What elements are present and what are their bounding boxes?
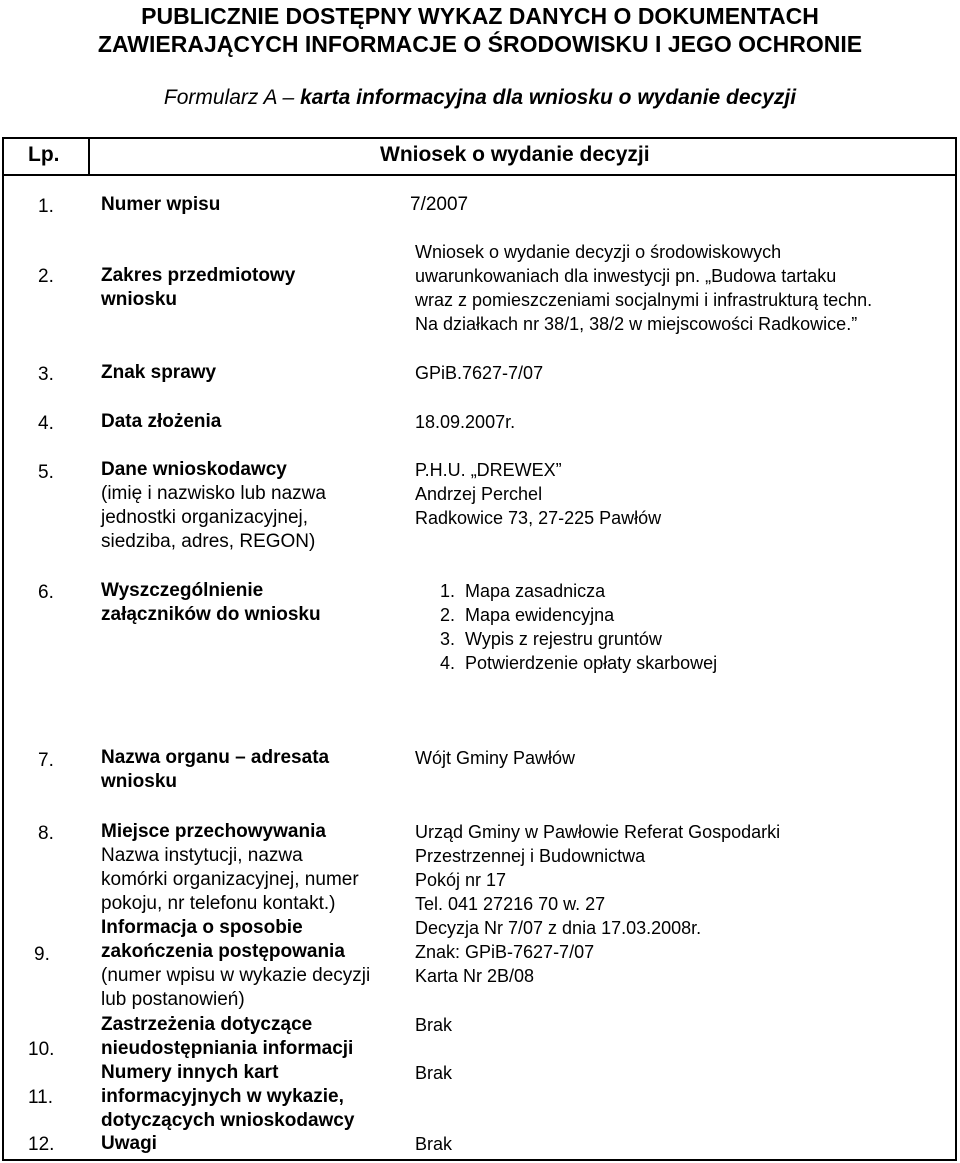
row-7-label-text: Nazwa organu – adresata [101,747,330,768]
row-7-label-line [101,746,351,770]
table-right-border [955,137,957,1161]
row-5-value-line: Radkowice 73, 27-225 Pawłów [415,508,662,528]
row-3-number: 3. [38,364,54,385]
column-header-lp: Lp. [28,143,60,166]
attachment-item: 1. Mapa zasadnicza [440,581,606,601]
row-2-value-line: uwarunkowaniach dla inwestycji pn. „Budowa tartaku [415,266,837,286]
table-bottom-border [2,1159,956,1161]
row-11-label-line: informacyjnych w wykazie, [101,1086,344,1107]
row-9-value-line: Decyzja Nr 7/07 z dnia 17.03.2008r. [415,918,702,938]
row-2-value-line: wraz z pomieszczeniami socjalnymi i infrastrukturą techn. [415,290,873,310]
attachment-item: 4. Potwierdzenie opłaty skarbowej [440,653,718,673]
row-3-label-line: Znak sprawy [101,362,217,383]
row-3-label [101,361,216,385]
row-5-value-line: P.H.U. „DREWEX” [415,460,562,480]
row-7-label [101,746,351,794]
row-2-value-line: Wniosek o wydanie decyzji o środowiskowych [415,242,782,262]
row-9-label-line: lub postanowień) [101,989,245,1010]
row-8-label-line: komórki organizacyjnej, numer [101,869,359,890]
table-top-border [2,137,956,139]
row-2-number: 2. [38,266,54,287]
row-1-number: 1. [38,196,54,217]
row-2-value-line: Na działkach nr 38/1, 38/2 w miejscowości Radkowice.” [415,314,858,334]
row-9-value [415,916,701,988]
row-8-value-line: Pokój nr 17 [415,870,507,890]
row-11-label [101,1061,354,1133]
row-6-label [101,579,321,627]
row-5-number: 5. [38,462,54,483]
row-5-value [415,458,661,530]
document-title-line-1: PUBLICZNIE DOSTĘPNY WYKAZ DANYCH O DOKUMENTACH [141,3,819,29]
row-2-label-line: wniosku [101,289,178,310]
row-5-label [101,458,326,554]
row-8-number: 8. [38,823,54,844]
row-7-label-line: wniosku [101,771,178,792]
row-9-number: 9. [34,944,50,965]
row-9-label-line: (numer wpisu w wykazie decyzji [101,965,371,986]
row-1-value: 7/2007 [410,194,469,215]
row-6-label-line: Wyszczególnienie [101,580,264,601]
column-header-title: Wniosek o wydanie decyzji [380,143,650,166]
row-6-number: 6. [38,582,54,603]
row-6-value [440,579,717,675]
row-12-label [101,1132,157,1156]
row-8-value-line: Przestrzennej i Budownictwa [415,846,646,866]
row-10-value: Brak [415,1015,453,1035]
row-4-value: 18.09.2007r. [415,412,516,432]
row-10-number: 10. [28,1039,55,1060]
row-9-label [101,916,370,1012]
table-header-divider [88,137,90,174]
row-12-number: 12. [28,1134,55,1155]
table-header-bottom-border [2,174,956,176]
row-4-label [101,410,221,434]
row-8-value [415,820,780,916]
row-2-label [101,264,295,312]
row-11-label-line: Numery innych kart [101,1062,279,1083]
row-4-number: 4. [38,413,54,434]
row-8-value-line: Urząd Gminy w Pawłowie Referat Gospodarki [415,822,781,842]
row-5-value-line: Andrzej Perchel [415,484,543,504]
row-9-label-line: Informacja o sposobie [101,917,303,938]
row-6-label-line: załączników do wniosku [101,604,321,625]
row-11-value: Brak [415,1063,453,1083]
document-title-line-2: ZAWIERAJĄCYCH INFORMACJE O ŚRODOWISKU I JEGO OCHRONIE [97,31,863,57]
row-11-label-line: dotyczących wnioskodawcy [101,1110,355,1131]
row-5-label-line: Dane wnioskodawcy [101,459,287,480]
row-8-label [101,820,359,916]
row-8-label-line: Miejsce przechowywania [101,821,326,842]
row-11-number: 11. [28,1087,54,1108]
row-5-label-line: (imię i nazwisko lub nazwa [101,483,326,504]
row-10-label-line: nieudostępniania informacji [101,1038,354,1059]
row-12-value: Brak [415,1134,453,1154]
row-2-value [415,240,872,336]
form-name: karta informacyjna dla wniosku o wydanie decyzji [300,86,797,109]
row-1-label [101,193,220,217]
row-7-value: Wójt Gminy Pawłów [415,748,576,768]
row-9-label-line: zakończenia postępowania [101,941,345,962]
attachment-item: 2. Mapa ewidencyjna [440,605,615,625]
row-9-value-line: Znak: GPiB-7627-7/07 [415,942,595,962]
form-dash: – [282,86,295,109]
row-4-label-line: Data złożenia [101,411,222,432]
row-8-label-line: pokoju, nr telefonu kontakt.) [101,893,336,914]
row-2-label-line: Zakres przedmiotowy [101,265,296,286]
form-subtitle [0,86,960,110]
row-9-value-line: Karta Nr 2B/08 [415,966,535,986]
attachment-item: 3. Wypis z rejestru gruntów [440,629,662,649]
form-prefix: Formularz A [163,86,277,109]
row-5-label-line: jednostki organizacyjnej, [101,507,309,528]
row-12-label-line: Uwagi [101,1133,157,1154]
row-7-number: 7. [38,750,54,771]
row-3-value: GPiB.7627-7/07 [415,363,544,383]
row-5-label-line: siedziba, adres, REGON) [101,531,316,552]
table-left-border [2,137,4,1161]
row-1-label-line: Numer wpisu [101,194,221,215]
row-8-value-line: Tel. 041 27216 70 w. 27 [415,894,606,914]
row-10-label [101,1013,353,1061]
row-10-label-line: Zastrzeżenia dotyczące [101,1014,313,1035]
row-8-label-line: Nazwa instytucji, nazwa [101,845,303,866]
